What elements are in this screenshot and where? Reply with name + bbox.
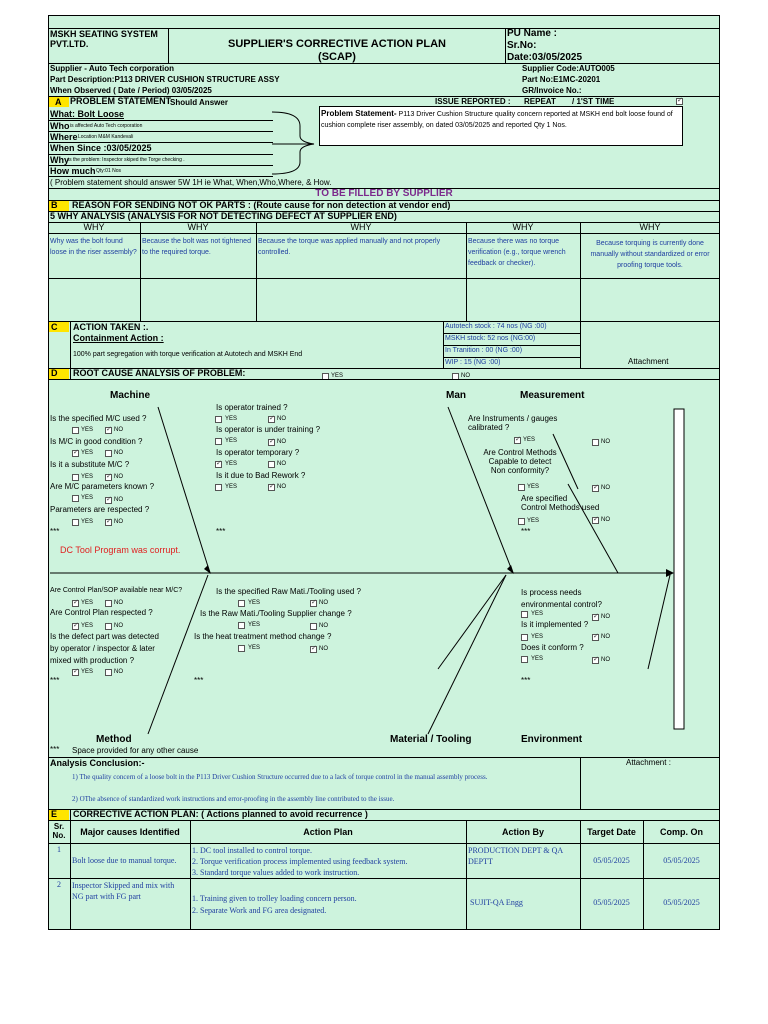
no-label: NO	[601, 439, 610, 445]
row1-plan: 1. DC tool installed to control torque. 2. Torque verification process implemented using feedback system. 3. Standard torque values added to work instruction.	[192, 846, 408, 877]
material-q3-no[interactable]	[310, 646, 317, 653]
method-q3-no[interactable]	[105, 669, 112, 676]
issue-first-time: / 1'ST TIME	[572, 97, 615, 106]
machine-stars: ***	[50, 527, 60, 536]
environment-stars: ***	[521, 676, 531, 685]
why-header-3: WHY	[350, 222, 372, 232]
col-cause: Major causes Identified	[80, 827, 180, 837]
man-q2-yes[interactable]	[215, 438, 222, 445]
supplier-code: Supplier Code:AUTO005	[522, 64, 615, 73]
no-label: NO	[114, 497, 123, 503]
yes-label: YES	[225, 416, 238, 422]
machine-q5-no[interactable]	[105, 519, 112, 526]
no-label: NO	[114, 623, 123, 629]
why-detail: is the problem: Inspector skiped the Torge checking .	[68, 157, 185, 163]
section-e-letter: E	[51, 809, 58, 819]
root-cause-yes-label: YES	[331, 373, 344, 379]
where-detail: Location M&M Kandevali	[78, 134, 134, 140]
analysis-point-2: 2) OThe absence of standardized work instructions and error-proofing in the assembly line contributed to the issue.	[72, 795, 395, 803]
machine-q4-no[interactable]	[105, 497, 112, 504]
measurement-q2: Are Control Methods Capable to detect Non conformity?	[483, 448, 557, 476]
environment-q3-no[interactable]	[592, 657, 599, 664]
stock-wip: WIP : 15 (NG :00)	[445, 359, 501, 366]
category-measurement: Measurement	[520, 390, 585, 401]
col-plan: Action Plan	[303, 827, 353, 837]
machine-q1-yes[interactable]	[72, 427, 79, 434]
section-a-letter: A	[55, 97, 62, 107]
material-q2-no[interactable]	[310, 623, 317, 630]
containment-action: Containment Action :	[73, 333, 164, 343]
stock-autotech: Autotech stock : 74 nos (NG :00)	[445, 323, 547, 330]
action-taken-title: ACTION TAKEN :.	[73, 322, 149, 332]
where-label: Where	[50, 132, 78, 142]
yes-label: YES	[248, 600, 261, 606]
yes-label: YES	[527, 518, 540, 524]
form-top-strip	[48, 15, 720, 29]
col-comp: Comp. On	[660, 827, 703, 837]
category-material: Material / Tooling	[390, 734, 472, 745]
yes-label: YES	[527, 484, 540, 490]
yes-label: YES	[531, 611, 544, 617]
machine-q4-yes[interactable]	[72, 495, 79, 502]
other-cause-stars: ***	[50, 745, 60, 754]
root-cause-title: ROOT CAUSE ANALYSIS OF PROBLEM:	[73, 368, 246, 378]
yes-label: YES	[81, 474, 94, 480]
form-title: SUPPLIER'S CORRECTIVE ACTION PLAN (SCAP)	[228, 38, 446, 63]
category-man: Man	[446, 390, 466, 401]
material-q2: Is the Raw Mati./Tooling Supplier change ?	[200, 609, 352, 618]
yes-label: YES	[225, 461, 238, 467]
environment-q1: Is process needs environmental control?	[521, 588, 602, 609]
row1-sr: 1	[57, 845, 61, 854]
problem-statement-text: Problem Statement- P113 Driver Cushion Structure quality concern reported at MSKH end bolt loose found of cushion complete riser assembly, on dated 03/05/2025 and reported Qty 1 Nos.	[321, 109, 673, 129]
dc-tool-note: DC Tool Program was corrupt.	[60, 545, 181, 555]
measurement-q1: Are Instruments / gauges calibrated ?	[468, 414, 558, 433]
method-q2: Are Control Plan respected ?	[50, 608, 153, 617]
environment-q2: Is it implemented ?	[521, 620, 589, 629]
no-label: NO	[114, 450, 123, 456]
why-answer-4: Because there was no torque verification (e.g., torque wrench feedback or checker).	[468, 238, 566, 267]
bracket-arrows	[270, 108, 322, 178]
why-header-4: WHY	[512, 222, 534, 232]
why-header-5: WHY	[639, 222, 661, 232]
row2-sr: 2	[57, 880, 61, 889]
man-q3-no[interactable]	[268, 461, 275, 468]
method-q1-no[interactable]	[105, 600, 112, 607]
material-q1-yes[interactable]	[238, 600, 245, 607]
to-be-filled: TO BE FILLED BY SUPPLIER	[315, 188, 453, 199]
machine-q3: Is it a substitute M/C ?	[50, 460, 130, 469]
row2-cause: Inspector Skipped and mix with NG part with FG part	[72, 881, 175, 901]
row2-plan: 1. Training given to trolley loading concern person. 2. Separate Work and FG area designated.	[192, 894, 357, 915]
man-q1-no[interactable]	[268, 416, 275, 423]
machine-q2-yes[interactable]	[72, 450, 79, 457]
environment-q1-no[interactable]	[592, 614, 599, 621]
yes-label: YES	[81, 450, 94, 456]
no-label: NO	[277, 416, 286, 422]
row2-target: 05/05/2025	[593, 898, 630, 907]
no-label: NO	[319, 600, 328, 606]
machine-q4: Are M/C parameters known ?	[50, 482, 155, 491]
material-q1-no[interactable]	[310, 600, 317, 607]
category-method: Method	[96, 734, 132, 745]
measurement-q3-yes[interactable]	[518, 518, 525, 525]
machine-q1: Is the specified M/C used ?	[50, 414, 147, 423]
issue-repeat: REPEAT	[524, 97, 556, 106]
man-q4: Is it due to Bad Rework ?	[216, 471, 306, 480]
environment-q1-yes[interactable]	[521, 611, 528, 618]
part-no: Part No:E1MC-20201	[522, 75, 601, 84]
no-label: NO	[277, 439, 286, 445]
gr-invoice: GR/Invoice No.:	[522, 86, 582, 95]
method-q3-yes[interactable]	[72, 669, 79, 676]
section-b-letter: B	[51, 200, 58, 210]
containment-text: 100% part segregation with torque verification at Autotech and MSKH End	[73, 351, 303, 358]
measurement-q2-yes[interactable]	[518, 484, 525, 491]
man-q3-yes[interactable]	[215, 461, 222, 468]
man-q3: Is operator temporary ?	[216, 448, 300, 457]
row1-target: 05/05/2025	[593, 856, 630, 865]
material-q1: Is the specified Raw Mati./Tooling used ?	[216, 587, 361, 596]
why-label: Why	[50, 155, 69, 165]
header-date: Date:03/05/2025	[507, 52, 583, 63]
category-environment: Environment	[521, 734, 583, 745]
no-label: NO	[277, 461, 286, 467]
how-much-detail: Qty:01 Nos	[96, 168, 122, 174]
material-q2-yes[interactable]	[238, 622, 245, 629]
why-header-2: WHY	[187, 222, 209, 232]
when-observed: When Observed ( Date / Period) 03/05/2025	[50, 86, 212, 95]
stock-mskh: MSKH stock: 52 nos (NG:00)	[445, 335, 536, 342]
machine-q3-no[interactable]	[105, 474, 112, 481]
pu-name: PU Name :	[507, 28, 558, 39]
no-label: NO	[601, 517, 610, 523]
yes-label: YES	[81, 600, 94, 606]
space-note: Space provided for any other cause	[72, 746, 199, 755]
analysis-attachment[interactable]: Attachment :	[626, 758, 671, 767]
yes-label: YES	[523, 437, 536, 443]
analysis-point-1: 1) The quality concern of a loose bolt in the P113 Driver Cushion Structure occurred due to a lack of torque control in the manual assembly process.	[72, 773, 488, 781]
no-label: NO	[601, 485, 610, 491]
machine-q3-yes[interactable]	[72, 474, 79, 481]
no-label: NO	[114, 600, 123, 606]
measurement-q1-no[interactable]	[592, 439, 599, 446]
col-sr: Sr. No.	[52, 822, 66, 841]
section-b-title: REASON FOR SENDING NOT OK PARTS : (Route cause for non detection at vendor end)	[72, 200, 451, 210]
row1-by: PRODUCTION DEPT & QA DEPTT	[468, 846, 564, 866]
method-q2-yes[interactable]	[72, 623, 79, 630]
method-q3: Is the defect part was detected by operator / inspector & later mixed with production ?	[50, 632, 159, 665]
yes-label: YES	[81, 495, 94, 501]
fishbone-diagram	[48, 379, 720, 758]
yes-label: YES	[531, 634, 544, 640]
material-q3-yes[interactable]	[238, 645, 245, 652]
section-d-letter: D	[51, 368, 58, 378]
measurement-q2-no[interactable]	[592, 485, 599, 492]
no-label: NO	[319, 646, 328, 652]
man-q2-no[interactable]	[268, 439, 275, 446]
man-q1: Is operator trained ?	[216, 403, 288, 412]
no-label: NO	[601, 657, 610, 663]
yes-label: YES	[531, 656, 544, 662]
how-much-label: How much	[50, 166, 96, 176]
measurement-q3: Are specified Control Methods used	[521, 494, 600, 513]
first-time-checkbox[interactable]	[676, 98, 683, 105]
environment-q3-yes[interactable]	[521, 656, 528, 663]
man-q1-yes[interactable]	[215, 416, 222, 423]
no-label: NO	[114, 669, 123, 675]
when-field: When Since :03/05/2025	[50, 143, 152, 153]
method-q1-yes[interactable]	[72, 600, 79, 607]
why-answer-1: Why was the bolt found loose in the riser assembly?	[50, 238, 137, 256]
analysis-title: Analysis Conclusion:-	[50, 758, 145, 768]
no-label: NO	[114, 427, 123, 433]
issue-reported: ISSUE REPORTED :	[435, 97, 511, 106]
row2-by: SUJIT-QA Engg	[470, 898, 523, 907]
col-target: Target Date	[587, 827, 636, 837]
machine-q5: Parameters are respected ?	[50, 505, 150, 514]
row1-comp: 05/05/2025	[663, 856, 700, 865]
material-stars: ***	[194, 676, 204, 685]
material-q3: Is the heat treatment method change ?	[194, 632, 332, 641]
supplier-name: Supplier - Auto Tech corporation	[50, 64, 174, 73]
yes-label: YES	[248, 622, 261, 628]
no-label: NO	[114, 519, 123, 525]
why-answer-3: Because the torque was applied manually and not properly controlled.	[258, 238, 441, 256]
yes-label: YES	[225, 484, 238, 490]
row2-comp: 05/05/2025	[663, 898, 700, 907]
environment-q2-no[interactable]	[592, 634, 599, 641]
yes-label: YES	[81, 669, 94, 675]
who-detail: is affected Auto Tech corporation	[70, 123, 143, 129]
why-answer-2: Because the bolt was not tightened to the required torque.	[142, 238, 251, 256]
who-label: Who	[50, 121, 70, 131]
measurement-q3-no[interactable]	[592, 517, 599, 524]
man-q4-no[interactable]	[268, 484, 275, 491]
root-cause-no-label: NO	[461, 373, 470, 379]
why-answer-5: Because torquing is currently done manually without standardized or error proofing torque tools.	[590, 240, 710, 269]
section-c-attachment[interactable]: Attachment	[628, 357, 669, 366]
section-c	[48, 321, 720, 369]
man-stars: ***	[216, 527, 226, 536]
section-c-letter: C	[51, 322, 58, 332]
environment-q2-yes[interactable]	[521, 634, 528, 641]
yes-label: YES	[81, 427, 94, 433]
yes-label: YES	[81, 519, 94, 525]
row1-cause: Bolt loose due to manual torque.	[72, 856, 177, 865]
machine-q2: Is M/C in good condition ?	[50, 437, 143, 446]
col-by: Action By	[501, 827, 544, 837]
no-label: NO	[277, 484, 286, 490]
measurement-q1-yes[interactable]	[514, 437, 521, 444]
no-label: NO	[319, 623, 328, 629]
no-label: NO	[601, 634, 610, 640]
method-q1: Are Control Plan/SOP available near M/C?	[50, 587, 183, 594]
why-header-1: WHY	[83, 222, 105, 232]
yes-label: YES	[81, 623, 94, 629]
corrective-plan-title: CORRECTIVE ACTION PLAN: ( Actions planned to avoid recurrence )	[73, 809, 368, 819]
no-label: NO	[601, 614, 610, 620]
measurement-stars: ***	[521, 527, 531, 536]
problem-statement-note: ( Problem statement should answer 5W 1H ie What, When,Who,Where, & How.	[50, 178, 332, 187]
method-stars: ***	[50, 676, 60, 685]
man-q2: Is operator is under training ?	[216, 425, 321, 434]
machine-q2-no[interactable]	[105, 450, 112, 457]
no-label: NO	[114, 474, 123, 480]
machine-q1-no[interactable]	[105, 427, 112, 434]
environment-q3: Does it conform ?	[521, 643, 584, 652]
stock-transition: In Tranition : 00 (NG :00)	[445, 347, 523, 354]
what-field: What: Bolt Loose	[50, 109, 124, 119]
machine-q5-yes[interactable]	[72, 519, 79, 526]
man-q4-yes[interactable]	[215, 484, 222, 491]
method-q2-no[interactable]	[105, 623, 112, 630]
category-machine: Machine	[110, 390, 151, 401]
five-why-title: 5 WHY ANALYSIS (ANALYSIS FOR NOT DETECTING DEFECT AT SUPPLIER END)	[50, 211, 397, 221]
sr-no: Sr.No:	[507, 40, 537, 51]
yes-label: YES	[225, 438, 238, 444]
problem-statement-title: PROBLEM STATEMENT	[70, 96, 172, 106]
yes-label: YES	[248, 645, 261, 651]
should-answer: Should Answer	[170, 98, 228, 107]
part-description: Part Description:P113 DRIVER CUSHION STRUCTURE ASSY	[50, 75, 280, 84]
company-name: MSKH SEATING SYSTEM PVT.LTD.	[50, 29, 158, 50]
